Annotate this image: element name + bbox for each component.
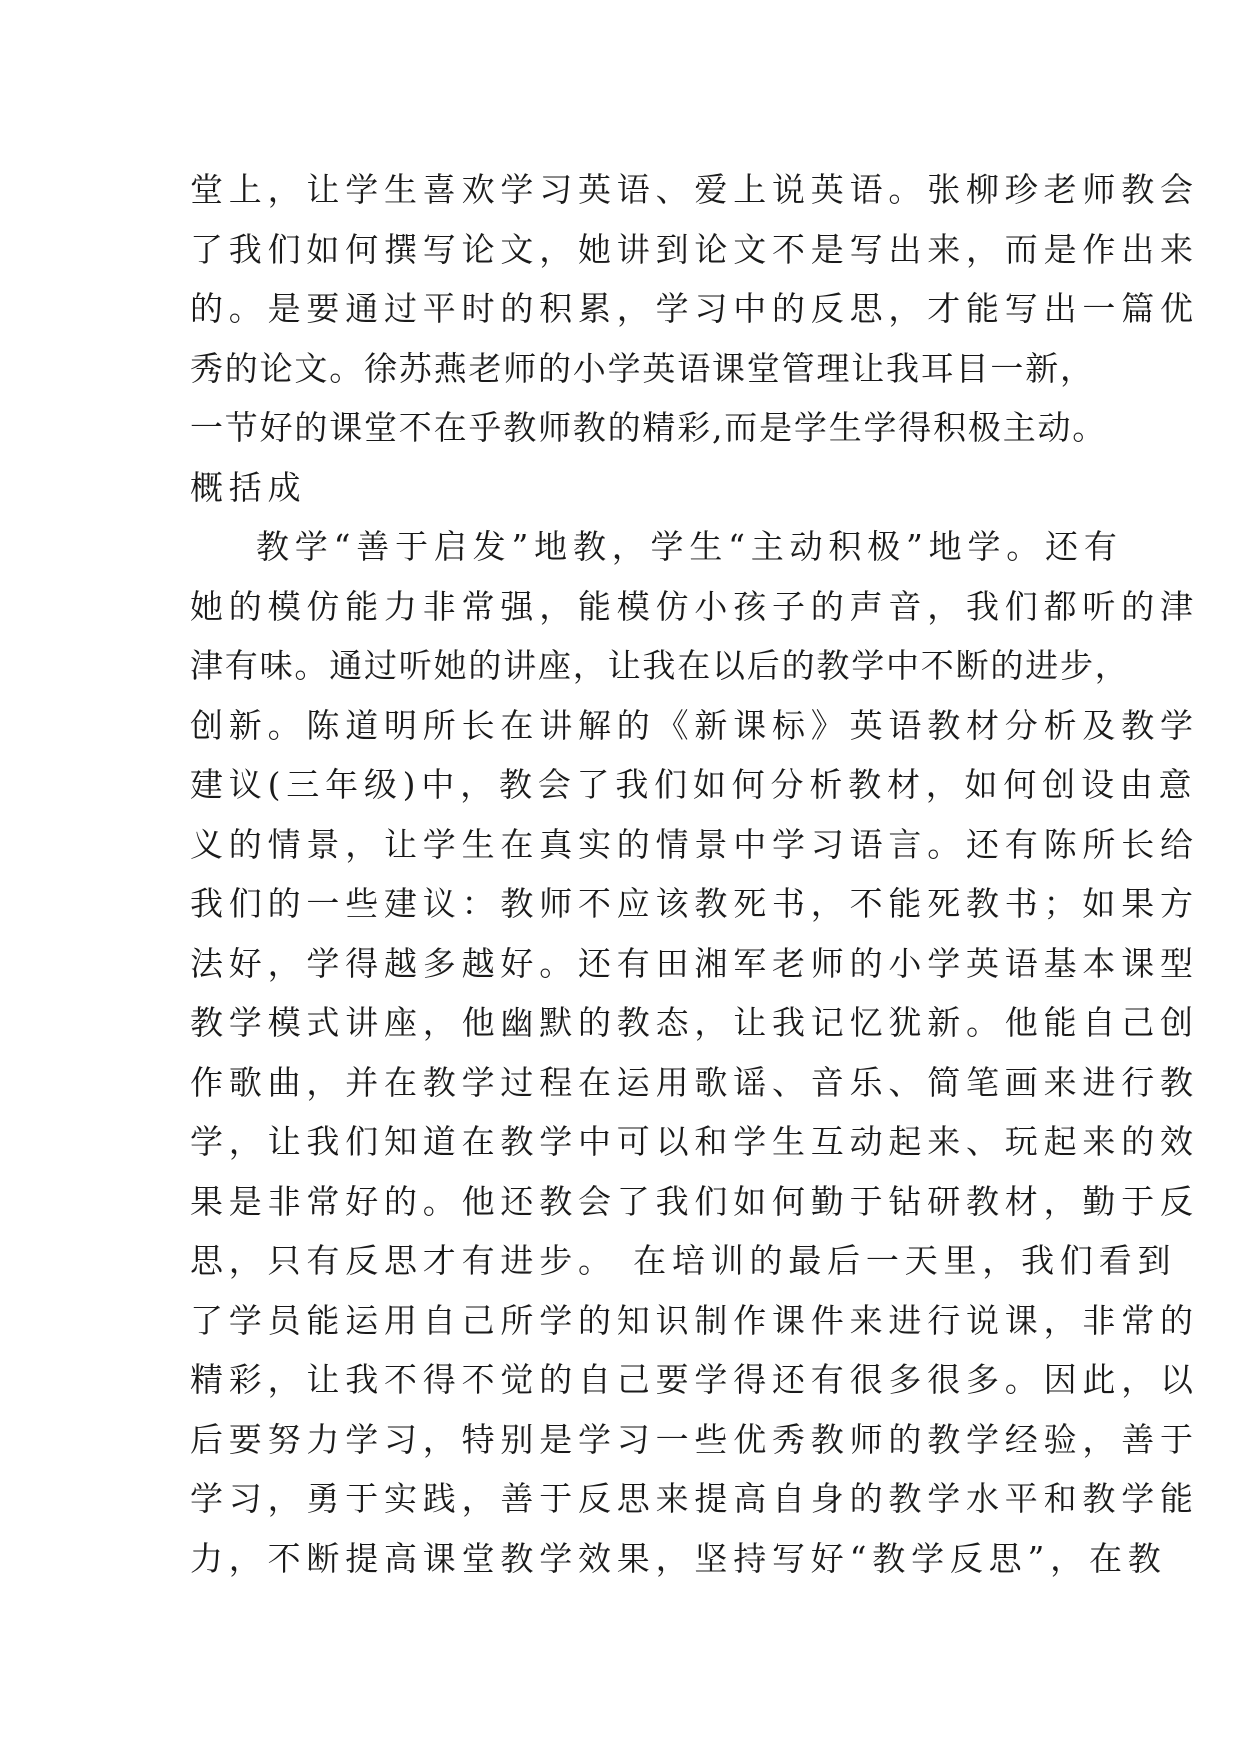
text-line-17: 学，让我们知道在教学中可以和学生互动起来、玩起来的效 <box>190 1122 1199 1161</box>
text-line-5: 一节好的课堂不在乎教师教的精彩,而是学生学得积极主动。 <box>190 408 1108 447</box>
text-line-12: 义的情景，让学生在真实的情景中学习语言。还有陈所长给 <box>190 824 1199 864</box>
text-line-11: 建议(三年级)中，教会了我们如何分析教材，如何创设由意 <box>190 765 1198 804</box>
text-line-7: 教学“善于启发”地教，学生“主动积极”地学。还有 <box>256 527 1123 566</box>
text-line-13: 我们的一些建议：教师不应该教死书，不能死教书；如果方 <box>190 884 1199 923</box>
text-line-10: 创新。陈道明所长在讲解的《新课标》英语教材分析及教学 <box>190 705 1199 745</box>
text-line-20: 了学员能运用自己所学的知识制作课件来进行说课，非常的 <box>190 1300 1199 1340</box>
text-line-2: 了我们如何撰写论文，她讲到论文不是写出来，而是作出来 <box>190 229 1199 269</box>
text-line-18: 果是非常好的。他还教会了我们如何勤于钻研教材，勤于反 <box>190 1181 1199 1221</box>
text-line-19: 思，只有反思才有进步。 在培训的最后一天里，我们看到 <box>190 1241 1177 1280</box>
text-line-16: 作歌曲，并在教学过程在运用歌谣、音乐、简笔画来进行教 <box>190 1062 1199 1102</box>
text-line-6: 概括成 <box>190 467 307 507</box>
text-line-1: 堂上，让学生喜欢学习英语、爱上说英语。张柳珍老师教会 <box>190 170 1199 209</box>
text-line-24: 力，不断提高课堂教学效果，坚持写好“教学反思”，在教 <box>190 1538 1167 1578</box>
text-line-3: 的。是要通过平时的积累，学习中的反思，才能写出一篇优 <box>190 289 1199 328</box>
text-line-23: 学习，勇于实践，善于反思来提高自身的教学水平和教学能 <box>190 1479 1199 1518</box>
text-line-8: 她的模仿能力非常强，能模仿小孩子的声音，我们都听的津 <box>190 586 1199 626</box>
text-line-9: 津有味。通过听她的讲座，让我在以后的教学中不断的进步， <box>190 646 1130 685</box>
text-line-4: 秀的论文。徐苏燕老师的小学英语课堂管理让我耳目一新， <box>190 348 1095 388</box>
text-line-15: 教学模式讲座，他幽默的教态，让我记忆犹新。他能自己创 <box>190 1003 1199 1042</box>
body-text <box>190 160 1199 1588</box>
text-line-22: 后要努力学习，特别是学习一些优秀教师的教学经验，善于 <box>190 1419 1199 1459</box>
text-line-21: 精彩，让我不得不觉的自己要学得还有很多很多。因此，以 <box>190 1360 1199 1399</box>
text-line-14: 法好，学得越多越好。还有田湘军老师的小学英语基本课型 <box>190 943 1199 983</box>
